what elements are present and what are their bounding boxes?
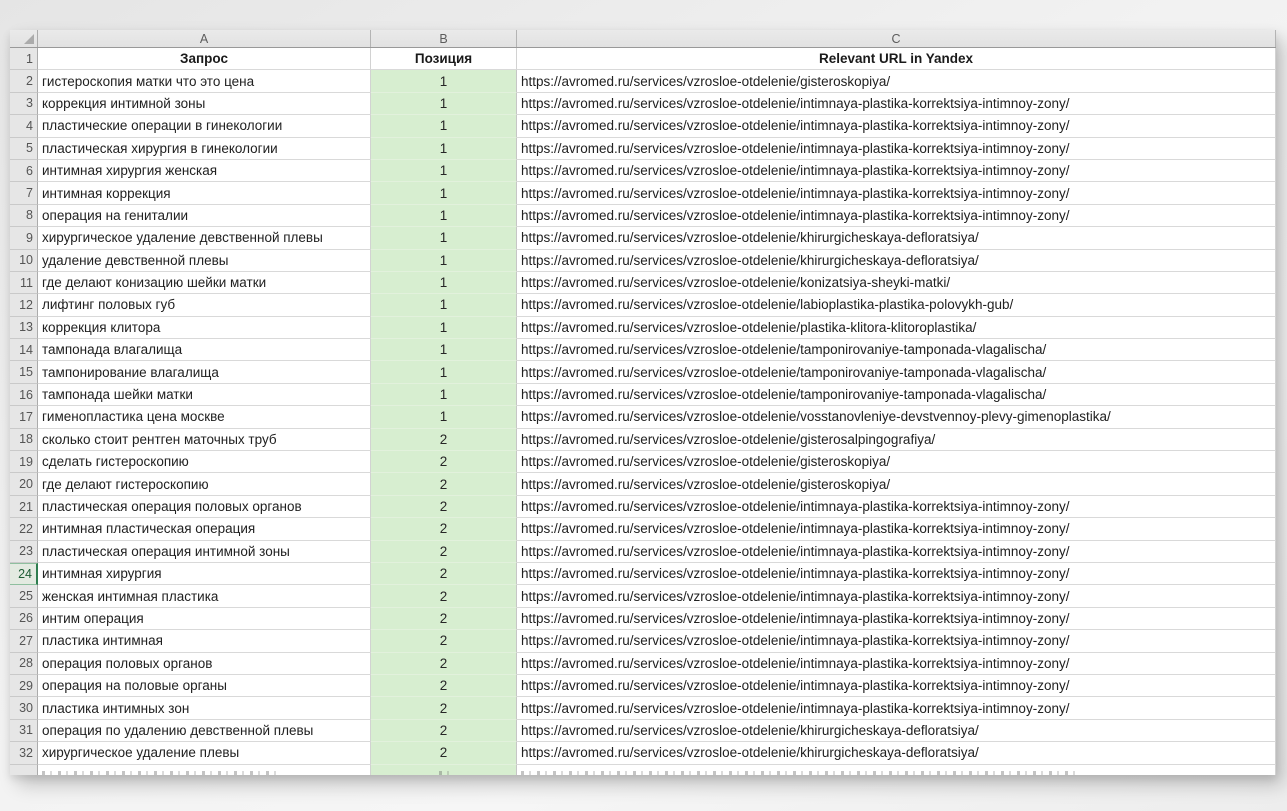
url-cell[interactable]: https://avromed.ru/services/vzrosloe-otdelenie/intimnaya-plastika-korrektsiya-intimnoy-zony/ <box>517 182 1276 204</box>
header-cell-url[interactable]: Relevant URL in Yandex <box>517 48 1276 70</box>
url-cell[interactable]: https://avromed.ru/services/vzrosloe-otdelenie/tamponirovaniye-tamponada-vlagalischa/ <box>517 361 1276 383</box>
table-row <box>10 720 1276 742</box>
table-row <box>10 138 1276 160</box>
row-header[interactable]: 2 <box>10 70 38 92</box>
url-cell[interactable]: https://avromed.ru/services/vzrosloe-otdelenie/intimnaya-plastika-korrektsiya-intimnoy-zony/ <box>517 93 1276 115</box>
position-cell[interactable]: 1 <box>371 115 517 137</box>
table-row <box>10 608 1276 630</box>
column-header-c[interactable]: C <box>517 30 1276 47</box>
url-cell[interactable]: https://avromed.ru/services/vzrosloe-otdelenie/intimnaya-plastika-korrektsiya-intimnoy-zony/ <box>517 496 1276 518</box>
query-cell[interactable]: интим операция <box>38 608 371 630</box>
position-cell[interactable]: 2 <box>371 630 517 652</box>
url-cell[interactable]: https://avromed.ru/services/vzrosloe-otdelenie/intimnaya-plastika-korrektsiya-intimnoy-zony/ <box>517 585 1276 607</box>
row-header-1[interactable]: 1 <box>10 48 38 70</box>
position-cell[interactable]: 1 <box>371 406 517 428</box>
url-cell[interactable]: https://avromed.ru/services/vzrosloe-otdelenie/gisteroskopiya/ <box>517 70 1276 92</box>
position-cell[interactable]: 2 <box>371 742 517 764</box>
row-header[interactable]: 28 <box>10 653 38 675</box>
position-cell[interactable]: 2 <box>371 608 517 630</box>
table-row <box>10 653 1276 675</box>
query-cell[interactable]: сделать гистероскопию <box>38 451 371 473</box>
clipped-position-cell[interactable] <box>371 765 517 776</box>
clipped-text <box>521 771 1081 775</box>
clipped-query-cell[interactable] <box>38 765 371 776</box>
query-cell[interactable]: гистероскопия матки что это цена <box>38 70 371 92</box>
url-cell[interactable]: https://avromed.ru/services/vzrosloe-otdelenie/gisterosalpingografiya/ <box>517 429 1276 451</box>
query-cell[interactable]: женская интимная пластика <box>38 585 371 607</box>
row-header[interactable]: 21 <box>10 496 38 518</box>
table-row <box>10 518 1276 540</box>
query-cell[interactable]: пластическая операция интимной зоны <box>38 541 371 563</box>
position-cell[interactable]: 2 <box>371 473 517 495</box>
row-header[interactable]: 27 <box>10 630 38 652</box>
query-cell[interactable]: тампонада влагалища <box>38 339 371 361</box>
table-row <box>10 563 1276 585</box>
row-header[interactable]: 26 <box>10 608 38 630</box>
column-header-row <box>10 30 1276 48</box>
url-cell[interactable]: https://avromed.ru/services/vzrosloe-otdelenie/gisteroskopiya/ <box>517 451 1276 473</box>
position-cell[interactable]: 2 <box>371 541 517 563</box>
url-cell[interactable]: https://avromed.ru/services/vzrosloe-otdelenie/konizatsiya-sheyki-matki/ <box>517 272 1276 294</box>
query-cell[interactable]: интимная хирургия <box>38 563 371 585</box>
column-header-b[interactable]: B <box>371 30 517 47</box>
url-cell[interactable]: https://avromed.ru/services/vzrosloe-otdelenie/khirurgicheskaya-defloratsiya/ <box>517 250 1276 272</box>
url-cell[interactable]: https://avromed.ru/services/vzrosloe-otdelenie/vosstanovleniye-devstvennoy-plevy-gimenoplastika/ <box>517 406 1276 428</box>
url-cell[interactable]: https://avromed.ru/services/vzrosloe-otdelenie/intimnaya-plastika-korrektsiya-intimnoy-zony/ <box>517 653 1276 675</box>
clipped-text <box>439 771 449 775</box>
query-cell[interactable]: пластические операции в гинекологии <box>38 115 371 137</box>
row-header[interactable]: 12 <box>10 294 38 316</box>
url-cell[interactable]: https://avromed.ru/services/vzrosloe-otdelenie/intimnaya-plastika-korrektsiya-intimnoy-zony/ <box>517 205 1276 227</box>
query-cell[interactable]: коррекция клитора <box>38 317 371 339</box>
row-header[interactable]: 25 <box>10 585 38 607</box>
table-row <box>10 115 1276 137</box>
url-cell[interactable]: https://avromed.ru/services/vzrosloe-otdelenie/intimnaya-plastika-korrektsiya-intimnoy-zony/ <box>517 563 1276 585</box>
position-cell[interactable]: 2 <box>371 496 517 518</box>
row-header[interactable]: 8 <box>10 205 38 227</box>
table-row <box>10 496 1276 518</box>
row-header[interactable]: 4 <box>10 115 38 137</box>
position-cell[interactable]: 2 <box>371 429 517 451</box>
row-header[interactable]: 31 <box>10 720 38 742</box>
partial-row-clipped <box>10 765 1276 776</box>
url-cell[interactable]: https://avromed.ru/services/vzrosloe-otdelenie/intimnaya-plastika-korrektsiya-intimnoy-zony/ <box>517 608 1276 630</box>
row-header[interactable]: 29 <box>10 675 38 697</box>
table-row <box>10 361 1276 383</box>
table-row <box>10 272 1276 294</box>
query-cell[interactable]: операция на половые органы <box>38 675 371 697</box>
select-all-corner[interactable] <box>10 30 38 47</box>
position-cell[interactable]: 1 <box>371 294 517 316</box>
table-row <box>10 473 1276 495</box>
row-header[interactable]: 24 <box>10 563 38 585</box>
position-cell[interactable]: 1 <box>371 138 517 160</box>
query-cell[interactable]: операция на гениталии <box>38 205 371 227</box>
row-header[interactable]: 22 <box>10 518 38 540</box>
table-row <box>10 205 1276 227</box>
table-row <box>10 406 1276 428</box>
url-cell[interactable]: https://avromed.ru/services/vzrosloe-otdelenie/khirurgicheskaya-defloratsiya/ <box>517 720 1276 742</box>
row-header[interactable]: 23 <box>10 541 38 563</box>
row-header[interactable]: 3 <box>10 93 38 115</box>
header-cell-position[interactable]: Позиция <box>371 48 517 70</box>
row-header[interactable]: 13 <box>10 317 38 339</box>
query-cell[interactable]: пластическая хирургия в гинекологии <box>38 138 371 160</box>
query-cell[interactable]: интимная хирургия женская <box>38 160 371 182</box>
table-row <box>10 675 1276 697</box>
table-row <box>10 384 1276 406</box>
sheet-body <box>10 70 1276 764</box>
position-cell[interactable]: 1 <box>371 361 517 383</box>
position-cell[interactable]: 2 <box>371 720 517 742</box>
table-row <box>10 182 1276 204</box>
position-cell[interactable]: 1 <box>371 70 517 92</box>
table-header-row <box>10 48 1276 70</box>
position-cell[interactable]: 1 <box>371 205 517 227</box>
url-cell[interactable]: https://avromed.ru/services/vzrosloe-otdelenie/labioplastika-plastika-polovykh-gub/ <box>517 294 1276 316</box>
row-header[interactable]: 15 <box>10 361 38 383</box>
query-cell[interactable]: гименопластика цена москве <box>38 406 371 428</box>
position-cell[interactable]: 1 <box>371 182 517 204</box>
row-header[interactable]: 19 <box>10 451 38 473</box>
url-cell[interactable]: https://avromed.ru/services/vzrosloe-otdelenie/intimnaya-plastika-korrektsiya-intimnoy-zony/ <box>517 630 1276 652</box>
query-cell[interactable]: тампонада шейки матки <box>38 384 371 406</box>
url-cell[interactable]: https://avromed.ru/services/vzrosloe-otdelenie/intimnaya-plastika-korrektsiya-intimnoy-zony/ <box>517 160 1276 182</box>
query-cell[interactable]: интимная коррекция <box>38 182 371 204</box>
position-cell[interactable]: 1 <box>371 339 517 361</box>
position-cell[interactable]: 2 <box>371 585 517 607</box>
row-header[interactable]: 16 <box>10 384 38 406</box>
position-cell[interactable]: 2 <box>371 697 517 719</box>
row-header[interactable]: 9 <box>10 227 38 249</box>
position-cell[interactable]: 1 <box>371 317 517 339</box>
table-row <box>10 697 1276 719</box>
url-cell[interactable]: https://avromed.ru/services/vzrosloe-otdelenie/intimnaya-plastika-korrektsiya-intimnoy-zony/ <box>517 115 1276 137</box>
table-row <box>10 585 1276 607</box>
select-all-triangle-icon <box>24 34 34 44</box>
row-header[interactable]: 14 <box>10 339 38 361</box>
query-cell[interactable]: хирургическое удаление плевы <box>38 742 371 764</box>
query-cell[interactable]: тампонирование влагалища <box>38 361 371 383</box>
url-cell[interactable]: https://avromed.ru/services/vzrosloe-otdelenie/tamponirovaniye-tamponada-vlagalischa/ <box>517 339 1276 361</box>
row-header[interactable]: 30 <box>10 697 38 719</box>
position-cell[interactable]: 1 <box>371 93 517 115</box>
url-cell[interactable]: https://avromed.ru/services/vzrosloe-otdelenie/intimnaya-plastika-korrektsiya-intimnoy-zony/ <box>517 518 1276 540</box>
table-row <box>10 227 1276 249</box>
query-cell[interactable]: пластика интимных зон <box>38 697 371 719</box>
url-cell[interactable]: https://avromed.ru/services/vzrosloe-otdelenie/plastika-klitora-klitoroplastika/ <box>517 317 1276 339</box>
query-cell[interactable]: операция половых органов <box>38 653 371 675</box>
url-cell[interactable]: https://avromed.ru/services/vzrosloe-otdelenie/intimnaya-plastika-korrektsiya-intimnoy-zony/ <box>517 541 1276 563</box>
table-row <box>10 451 1276 473</box>
url-cell[interactable]: https://avromed.ru/services/vzrosloe-otdelenie/intimnaya-plastika-korrektsiya-intimnoy-zony/ <box>517 675 1276 697</box>
table-row <box>10 250 1276 272</box>
table-row <box>10 742 1276 764</box>
position-cell[interactable]: 2 <box>371 518 517 540</box>
position-cell[interactable]: 2 <box>371 653 517 675</box>
table-row <box>10 317 1276 339</box>
query-cell[interactable]: хирургическое удаление девственной плевы <box>38 227 371 249</box>
table-row <box>10 541 1276 563</box>
table-row <box>10 429 1276 451</box>
row-header[interactable]: 10 <box>10 250 38 272</box>
position-cell[interactable]: 1 <box>371 384 517 406</box>
position-cell[interactable]: 1 <box>371 272 517 294</box>
table-row <box>10 294 1276 316</box>
query-cell[interactable]: сколько стоит рентген маточных труб <box>38 429 371 451</box>
url-cell[interactable]: https://avromed.ru/services/vzrosloe-otdelenie/intimnaya-plastika-korrektsiya-intimnoy-zony/ <box>517 697 1276 719</box>
row-header-clipped[interactable] <box>10 765 38 776</box>
position-cell[interactable]: 1 <box>371 250 517 272</box>
query-cell[interactable]: интимная пластическая операция <box>38 518 371 540</box>
url-cell[interactable]: https://avromed.ru/services/vzrosloe-otdelenie/intimnaya-plastika-korrektsiya-intimnoy-zony/ <box>517 138 1276 160</box>
clipped-text <box>42 771 282 775</box>
table-row <box>10 339 1276 361</box>
url-cell[interactable]: https://avromed.ru/services/vzrosloe-otdelenie/tamponirovaniye-tamponada-vlagalischa/ <box>517 384 1276 406</box>
query-cell[interactable]: операция по удалению девственной плевы <box>38 720 371 742</box>
row-header[interactable]: 7 <box>10 182 38 204</box>
query-cell[interactable]: где делают конизацию шейки матки <box>38 272 371 294</box>
row-header[interactable]: 17 <box>10 406 38 428</box>
row-header[interactable]: 20 <box>10 473 38 495</box>
row-header[interactable]: 5 <box>10 138 38 160</box>
url-cell[interactable]: https://avromed.ru/services/vzrosloe-otdelenie/khirurgicheskaya-defloratsiya/ <box>517 227 1276 249</box>
row-header[interactable]: 6 <box>10 160 38 182</box>
query-cell[interactable]: где делают гистероскопию <box>38 473 371 495</box>
column-header-a[interactable]: A <box>38 30 371 47</box>
row-header[interactable]: 32 <box>10 742 38 764</box>
row-header[interactable]: 18 <box>10 429 38 451</box>
url-cell[interactable]: https://avromed.ru/services/vzrosloe-otdelenie/khirurgicheskaya-defloratsiya/ <box>517 742 1276 764</box>
table-row <box>10 70 1276 92</box>
query-cell[interactable]: пластика интимная <box>38 630 371 652</box>
table-row <box>10 160 1276 182</box>
table-row <box>10 93 1276 115</box>
position-cell[interactable]: 2 <box>371 563 517 585</box>
table-row <box>10 630 1276 652</box>
row-header[interactable]: 11 <box>10 272 38 294</box>
query-cell[interactable]: пластическая операция половых органов <box>38 496 371 518</box>
url-cell[interactable]: https://avromed.ru/services/vzrosloe-otdelenie/gisteroskopiya/ <box>517 473 1276 495</box>
spreadsheet <box>10 30 1276 775</box>
query-cell[interactable]: лифтинг половых губ <box>38 294 371 316</box>
header-cell-query[interactable]: Запрос <box>38 48 371 70</box>
position-cell[interactable]: 1 <box>371 227 517 249</box>
query-cell[interactable]: коррекция интимной зоны <box>38 93 371 115</box>
query-cell[interactable]: удаление девственной плевы <box>38 250 371 272</box>
clipped-url-cell[interactable] <box>517 765 1276 776</box>
position-cell[interactable]: 2 <box>371 675 517 697</box>
position-cell[interactable]: 1 <box>371 160 517 182</box>
position-cell[interactable]: 2 <box>371 451 517 473</box>
